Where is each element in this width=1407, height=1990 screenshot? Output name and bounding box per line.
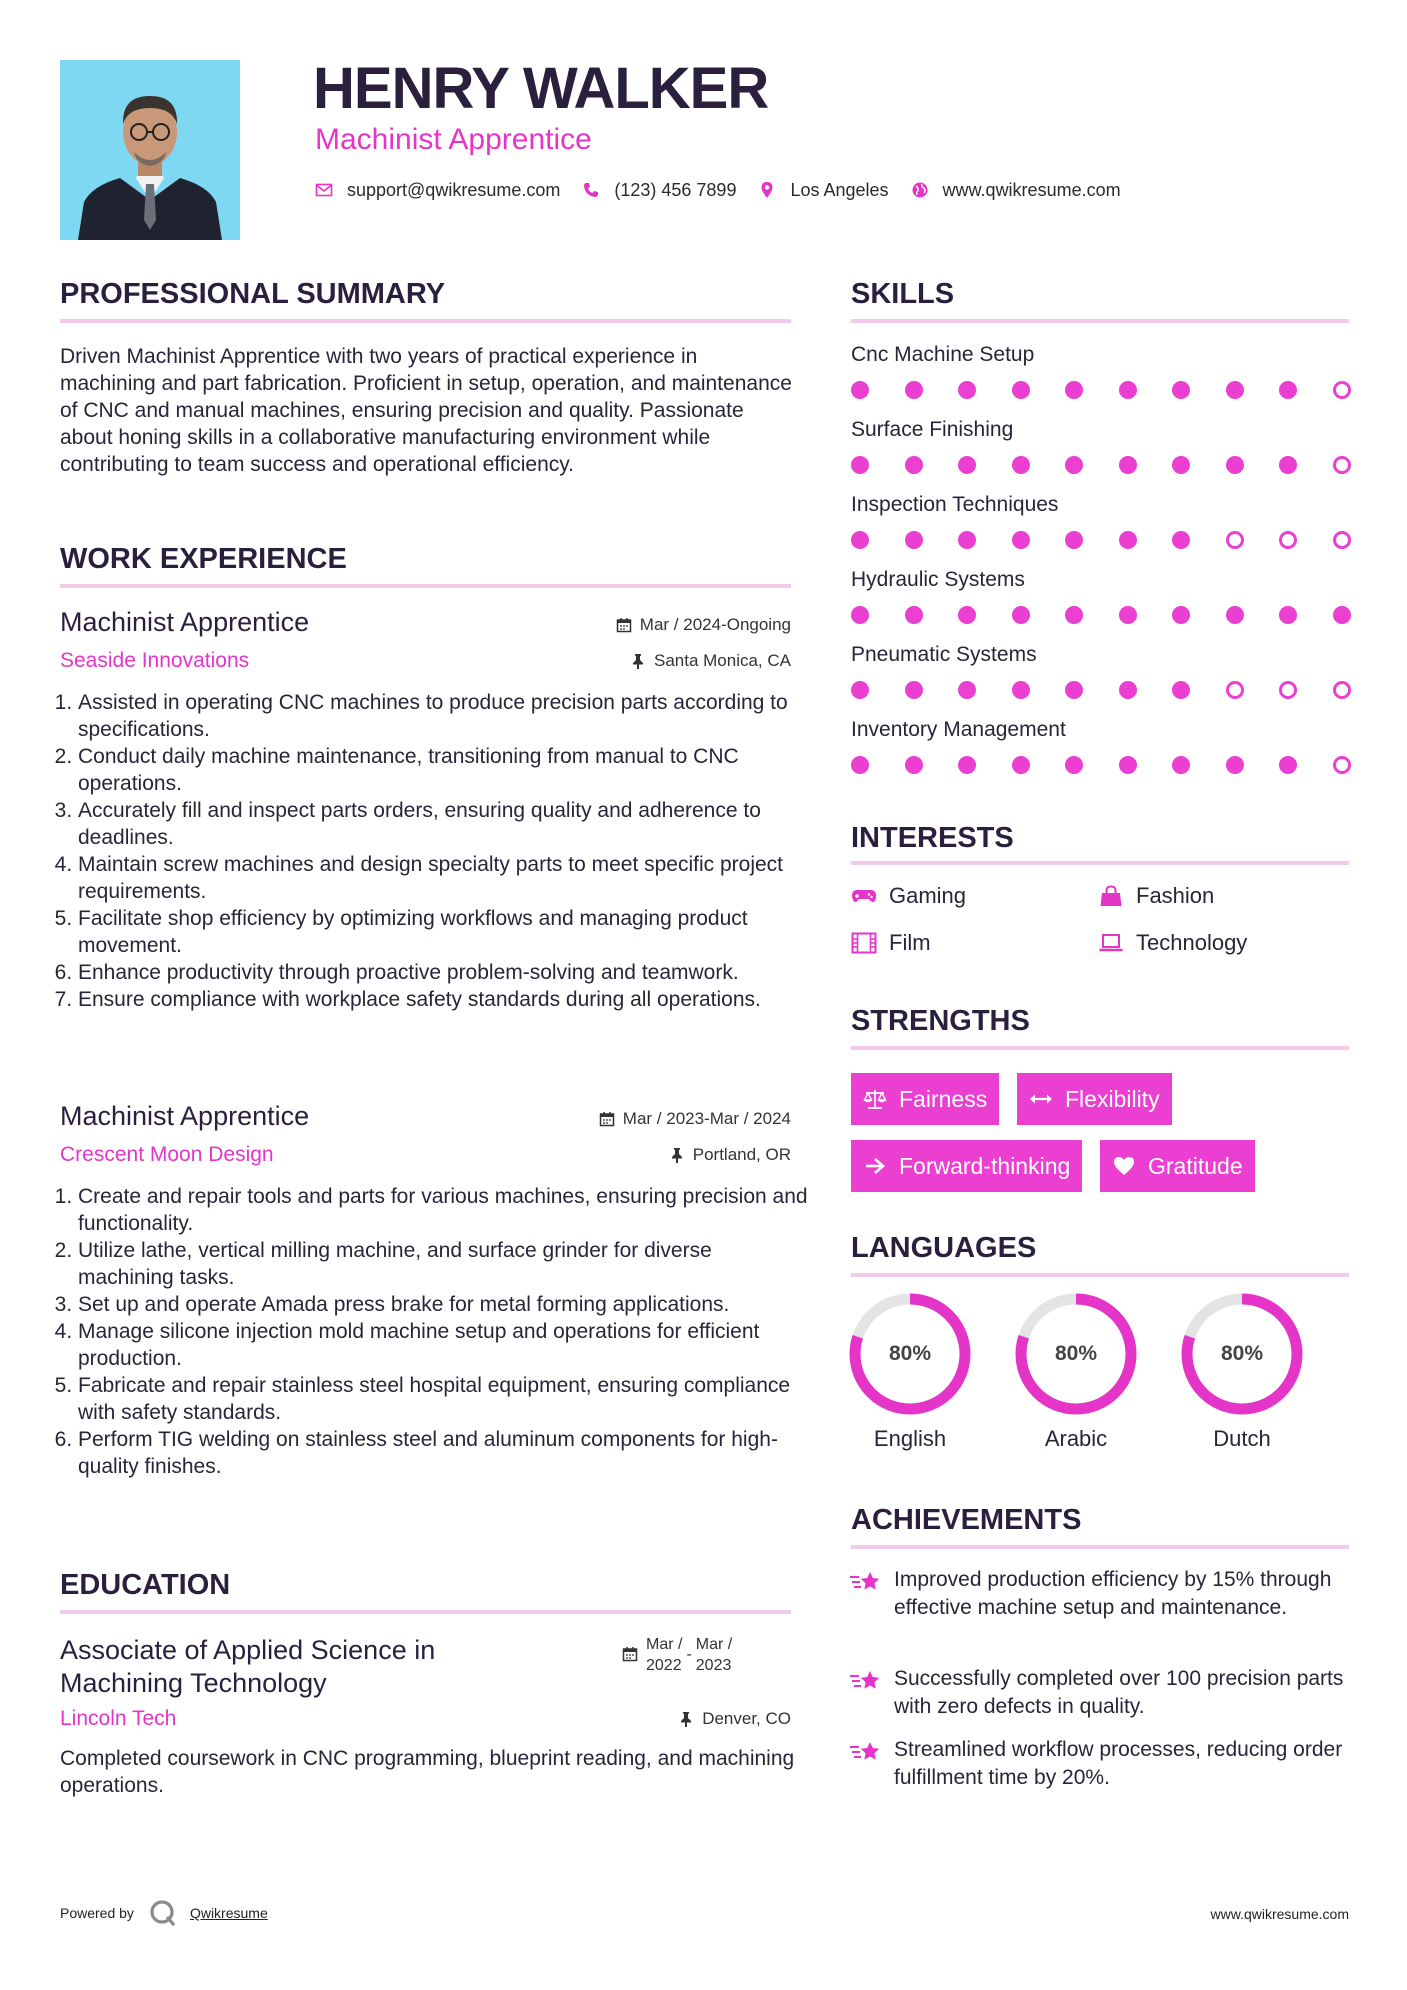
start-year: 2022 bbox=[646, 1657, 682, 1674]
candidate-role: Machinist Apprentice bbox=[315, 123, 592, 156]
skill-item bbox=[851, 567, 1351, 642]
rating-dot-filled bbox=[1172, 531, 1190, 549]
heart-icon bbox=[1112, 1155, 1136, 1177]
skills-list bbox=[851, 342, 1351, 792]
language-name: Arabic bbox=[1044, 1426, 1108, 1451]
film-icon bbox=[851, 932, 877, 954]
rating-dot-empty bbox=[1333, 681, 1351, 699]
rating-dot-filled bbox=[1226, 606, 1244, 624]
rating-dot-filled bbox=[905, 681, 923, 699]
job-2-date bbox=[480, 1109, 791, 1129]
contact-location bbox=[758, 180, 888, 201]
skill-name: Surface Finishing bbox=[851, 418, 1014, 441]
rating-dot-filled bbox=[851, 531, 869, 549]
list-item: 1. Assisted in operating CNC machines to produce precision parts according to specifications. bbox=[78, 689, 813, 743]
skill-item bbox=[851, 492, 1351, 567]
rating-dot-filled bbox=[1279, 381, 1297, 399]
rating-dot-filled bbox=[1012, 756, 1030, 774]
envelope-icon bbox=[315, 181, 333, 199]
list-item: 2. Conduct daily machine maintenance, transitioning from manual to CNC operations. bbox=[78, 743, 813, 797]
job-2-bullets bbox=[60, 1183, 813, 1480]
languages-heading: LANGUAGES bbox=[851, 1232, 1037, 1264]
strength-label: Flexibility bbox=[1065, 1085, 1160, 1112]
rating-dot-filled bbox=[905, 531, 923, 549]
achievement-text: Improved production efficiency by 15% through effective machine setup and maintenance. bbox=[894, 1568, 1332, 1619]
degree-title bbox=[60, 1634, 435, 1700]
qwikresume-logo-icon bbox=[148, 1898, 178, 1928]
strengths-heading: STRENGTHS bbox=[851, 1005, 1030, 1037]
strength-forward-thinking bbox=[851, 1140, 1082, 1192]
language-percent: 80% bbox=[1054, 1342, 1098, 1365]
job-1-location-text: Santa Monica, CA bbox=[653, 651, 791, 670]
skill-rating bbox=[851, 606, 1351, 624]
list-item: 7. Ensure compliance with workplace safety standards during all operations. bbox=[78, 986, 813, 1013]
language-item bbox=[848, 1292, 972, 1452]
calendar-icon bbox=[622, 1646, 638, 1662]
rating-dot-filled bbox=[958, 531, 976, 549]
end-year: 2023 bbox=[695, 1657, 732, 1674]
rating-dot-filled bbox=[905, 756, 923, 774]
gamepad-icon bbox=[851, 885, 877, 907]
achievement-item bbox=[848, 1736, 1348, 1792]
job-2-location bbox=[480, 1145, 791, 1165]
skill-rating bbox=[851, 381, 1351, 399]
rating-dot-filled bbox=[851, 756, 869, 774]
laptop-icon bbox=[1098, 932, 1124, 954]
interest-label: Fashion bbox=[1136, 883, 1215, 908]
skill-item bbox=[851, 342, 1351, 417]
skill-rating bbox=[851, 456, 1351, 474]
list-item: 4. Manage silicone injection mold machine setup and operations for efficient production. bbox=[78, 1318, 813, 1372]
education-location bbox=[480, 1709, 791, 1729]
rating-dot-filled bbox=[958, 381, 976, 399]
list-item: 3. Set up and operate Amada press brake for metal forming applications. bbox=[78, 1291, 813, 1318]
rating-dot-filled bbox=[958, 681, 976, 699]
website-text: www.qwikresume.com bbox=[942, 179, 1121, 200]
calendar-icon bbox=[599, 1111, 615, 1127]
skill-name: Pneumatic Systems bbox=[851, 643, 1037, 666]
interests-heading: INTERESTS bbox=[851, 822, 1014, 854]
languages-list bbox=[848, 1292, 1304, 1452]
education-location-text: Denver, CO bbox=[702, 1709, 791, 1728]
interest-gaming bbox=[851, 883, 966, 909]
list-item: 4. Maintain screw machines and design specialty parts to meet specific project requirements. bbox=[78, 851, 813, 905]
rating-dot-filled bbox=[851, 381, 869, 399]
pushpin-icon bbox=[669, 1147, 685, 1163]
strength-gratitude bbox=[1100, 1140, 1255, 1192]
rating-dot-filled bbox=[958, 606, 976, 624]
strength-fairness bbox=[851, 1073, 999, 1125]
interest-fashion bbox=[1098, 883, 1214, 909]
education-end bbox=[696, 1634, 732, 1676]
rating-dot-filled bbox=[905, 606, 923, 624]
job-1-bullets bbox=[60, 689, 813, 1013]
interests-divider bbox=[851, 861, 1349, 865]
strength-label: Forward-thinking bbox=[899, 1152, 1071, 1179]
experience-divider bbox=[60, 584, 791, 588]
rating-dot-filled bbox=[1333, 606, 1351, 624]
rating-dot-filled bbox=[1172, 606, 1190, 624]
rating-dot-filled bbox=[1065, 606, 1083, 624]
skill-name: Inspection Techniques bbox=[851, 493, 1059, 516]
experience-heading: WORK EXPERIENCE bbox=[60, 543, 347, 575]
rating-dot-filled bbox=[1172, 381, 1190, 399]
skill-item bbox=[851, 642, 1351, 717]
arrow-right-icon bbox=[863, 1155, 887, 1177]
rating-dot-filled bbox=[958, 756, 976, 774]
rating-dot-empty bbox=[1226, 531, 1244, 549]
job-1-title: Machinist Apprentice bbox=[60, 607, 310, 637]
list-item: 2. Utilize lathe, vertical milling machine, and surface grinder for diverse machining tasks. bbox=[78, 1237, 813, 1291]
language-name: Dutch bbox=[1213, 1426, 1271, 1451]
skill-rating bbox=[851, 531, 1351, 549]
interest-label: Gaming bbox=[889, 883, 967, 908]
rating-dot-filled bbox=[958, 456, 976, 474]
rating-dot-empty bbox=[1333, 756, 1351, 774]
rating-dot-filled bbox=[1279, 456, 1297, 474]
rating-dot-filled bbox=[1279, 756, 1297, 774]
rating-dot-filled bbox=[1226, 456, 1244, 474]
list-item: 3. Accurately fill and inspect parts orders, ensuring quality and adherence to deadlines. bbox=[78, 797, 813, 851]
rating-dot-filled bbox=[905, 456, 923, 474]
education-dates bbox=[622, 1634, 732, 1676]
rating-dot-filled bbox=[1119, 681, 1137, 699]
rating-dot-filled bbox=[905, 381, 923, 399]
job-2-company: Crescent Moon Design bbox=[60, 1143, 274, 1166]
footer-website[interactable]: www.qwikresume.com bbox=[1210, 1906, 1349, 1922]
portrait-image bbox=[60, 60, 240, 240]
achievements-heading: ACHIEVEMENTS bbox=[851, 1504, 1082, 1536]
rating-dot-filled bbox=[1226, 381, 1244, 399]
education-start bbox=[646, 1634, 682, 1676]
location-text: Los Angeles bbox=[790, 179, 889, 200]
skill-name: Inventory Management bbox=[851, 718, 1066, 741]
rating-dot-filled bbox=[1119, 756, 1137, 774]
rating-dot-empty bbox=[1333, 531, 1351, 549]
shopping-bag-icon bbox=[1098, 885, 1124, 907]
balance-scale-icon bbox=[863, 1088, 887, 1110]
rating-dot-filled bbox=[851, 681, 869, 699]
footer-branding bbox=[60, 1898, 268, 1928]
job-1-company: Seaside Innovations bbox=[60, 649, 250, 672]
education-divider bbox=[60, 1610, 791, 1614]
rating-dot-filled bbox=[1012, 456, 1030, 474]
rating-dot-filled bbox=[1119, 531, 1137, 549]
summary-text: Driven Machinist Apprentice with two years of practical experience in machining and part fabrication. Proficient in setup, operation, and maintenance of CNC and manual machines, ensuring precision and quality. Passionate about honing skills in a collaborative manufacturing environment while contributing to team success and operational efficiency. bbox=[60, 345, 792, 476]
education-text: Completed coursework in CNC programming, blueprint reading, and machining operations. bbox=[60, 1747, 795, 1797]
rating-dot-filled bbox=[1279, 606, 1297, 624]
globe-icon bbox=[911, 181, 929, 199]
rating-dot-filled bbox=[1012, 531, 1030, 549]
skill-rating bbox=[851, 681, 1351, 699]
candidate-name: HENRY WALKER bbox=[313, 56, 769, 121]
list-item: 5. Facilitate shop efficiency by optimizing workflows and managing product movement. bbox=[78, 905, 813, 959]
strengths-divider bbox=[851, 1046, 1349, 1050]
achievement-item bbox=[848, 1566, 1348, 1622]
rating-dot-filled bbox=[1226, 756, 1244, 774]
degree-line-1: Associate of Applied Science in bbox=[60, 1635, 436, 1665]
language-percent: 80% bbox=[1220, 1342, 1264, 1365]
rating-dot-empty bbox=[1333, 456, 1351, 474]
summary-heading: PROFESSIONAL SUMMARY bbox=[60, 278, 446, 310]
achievement-item bbox=[848, 1665, 1348, 1721]
rating-dot-filled bbox=[1119, 381, 1137, 399]
date-separator: - bbox=[686, 1646, 692, 1663]
rating-dot-filled bbox=[851, 456, 869, 474]
job-2-date-text: Mar / 2023-Mar / 2024 bbox=[622, 1109, 791, 1128]
shooting-star-icon bbox=[848, 1738, 882, 1768]
interest-film bbox=[851, 930, 931, 956]
job-2-title: Machinist Apprentice bbox=[60, 1101, 310, 1131]
start-month: Mar / bbox=[646, 1636, 683, 1653]
pushpin-icon bbox=[630, 653, 646, 669]
shooting-star-icon bbox=[848, 1667, 882, 1697]
list-item: 6. Perform TIG welding on stainless steel and aluminum components for high-quality finishes. bbox=[78, 1426, 813, 1480]
list-item: 5. Fabricate and repair stainless steel hospital equipment, ensuring compliance with safety standards. bbox=[78, 1372, 813, 1426]
language-percent: 80% bbox=[888, 1342, 932, 1365]
profile-photo bbox=[60, 60, 240, 240]
rating-dot-filled bbox=[1065, 456, 1083, 474]
map-pin-icon bbox=[758, 181, 776, 199]
rating-dot-filled bbox=[1065, 756, 1083, 774]
skill-item bbox=[851, 717, 1351, 792]
language-item bbox=[1180, 1292, 1304, 1452]
job-2-location-text: Portland, OR bbox=[692, 1145, 791, 1164]
education-heading: EDUCATION bbox=[60, 1569, 231, 1601]
powered-by-text: Powered by bbox=[60, 1905, 134, 1921]
phone-icon bbox=[582, 181, 600, 199]
skills-divider bbox=[851, 319, 1349, 323]
rating-dot-filled bbox=[851, 606, 869, 624]
rating-dot-filled bbox=[1172, 681, 1190, 699]
rating-dot-filled bbox=[1012, 681, 1030, 699]
interest-technology bbox=[1098, 930, 1247, 956]
achievements-divider bbox=[851, 1545, 1349, 1549]
summary-divider bbox=[60, 319, 791, 323]
brand-link[interactable]: Qwikresume bbox=[189, 1905, 268, 1921]
pushpin-icon bbox=[678, 1711, 694, 1727]
rating-dot-filled bbox=[1119, 606, 1137, 624]
skills-heading: SKILLS bbox=[851, 278, 955, 310]
email-text: support@qwikresume.com bbox=[347, 179, 561, 200]
list-item: 1. Create and repair tools and parts for various machines, ensuring precision and functionality. bbox=[78, 1183, 813, 1237]
rating-dot-filled bbox=[1172, 456, 1190, 474]
job-1-location bbox=[480, 651, 791, 671]
language-name: English bbox=[873, 1426, 947, 1451]
rating-dot-filled bbox=[1065, 381, 1083, 399]
list-item: 6. Enhance productivity through proactive problem-solving and teamwork. bbox=[78, 959, 813, 986]
skill-name: Cnc Machine Setup bbox=[851, 343, 1035, 366]
calendar-icon bbox=[616, 617, 632, 633]
achievement-text: Successfully completed over 100 precision parts with zero defects in quality. bbox=[894, 1667, 1344, 1718]
strength-label: Fairness bbox=[899, 1085, 988, 1112]
rating-dot-filled bbox=[1065, 531, 1083, 549]
interest-label: Film bbox=[889, 930, 931, 955]
strength-flexibility bbox=[1017, 1073, 1172, 1125]
school-name: Lincoln Tech bbox=[60, 1707, 177, 1730]
job-1-date bbox=[480, 615, 791, 635]
phone-text: (123) 456 7899 bbox=[614, 179, 737, 200]
rating-dot-empty bbox=[1226, 681, 1244, 699]
skill-item bbox=[851, 417, 1351, 492]
interest-label: Technology bbox=[1136, 930, 1248, 955]
skill-name: Hydraulic Systems bbox=[851, 568, 1025, 591]
degree-line-2: Machining Technology bbox=[60, 1668, 327, 1698]
contact-website[interactable] bbox=[911, 180, 1121, 201]
rating-dot-empty bbox=[1333, 381, 1351, 399]
rating-dot-filled bbox=[1065, 681, 1083, 699]
rating-dot-filled bbox=[1012, 381, 1030, 399]
strength-label: Gratitude bbox=[1148, 1152, 1243, 1179]
skill-rating bbox=[851, 756, 1351, 774]
rating-dot-filled bbox=[1172, 756, 1190, 774]
achievement-text: Streamlined workflow processes, reducing order fulfillment time by 20%. bbox=[894, 1738, 1343, 1789]
rating-dot-filled bbox=[1119, 456, 1137, 474]
language-item bbox=[1014, 1292, 1138, 1452]
job-1-date-text: Mar / 2024-Ongoing bbox=[639, 615, 791, 634]
rating-dot-empty bbox=[1279, 531, 1297, 549]
end-month: Mar / bbox=[695, 1636, 733, 1653]
contact-email[interactable] bbox=[315, 180, 560, 201]
contact-bar bbox=[315, 176, 1143, 204]
arrows-horizontal-icon bbox=[1029, 1088, 1053, 1110]
contact-phone[interactable] bbox=[582, 180, 736, 201]
shooting-star-icon bbox=[848, 1568, 882, 1598]
languages-divider bbox=[851, 1273, 1349, 1277]
rating-dot-filled bbox=[1012, 606, 1030, 624]
rating-dot-empty bbox=[1279, 681, 1297, 699]
